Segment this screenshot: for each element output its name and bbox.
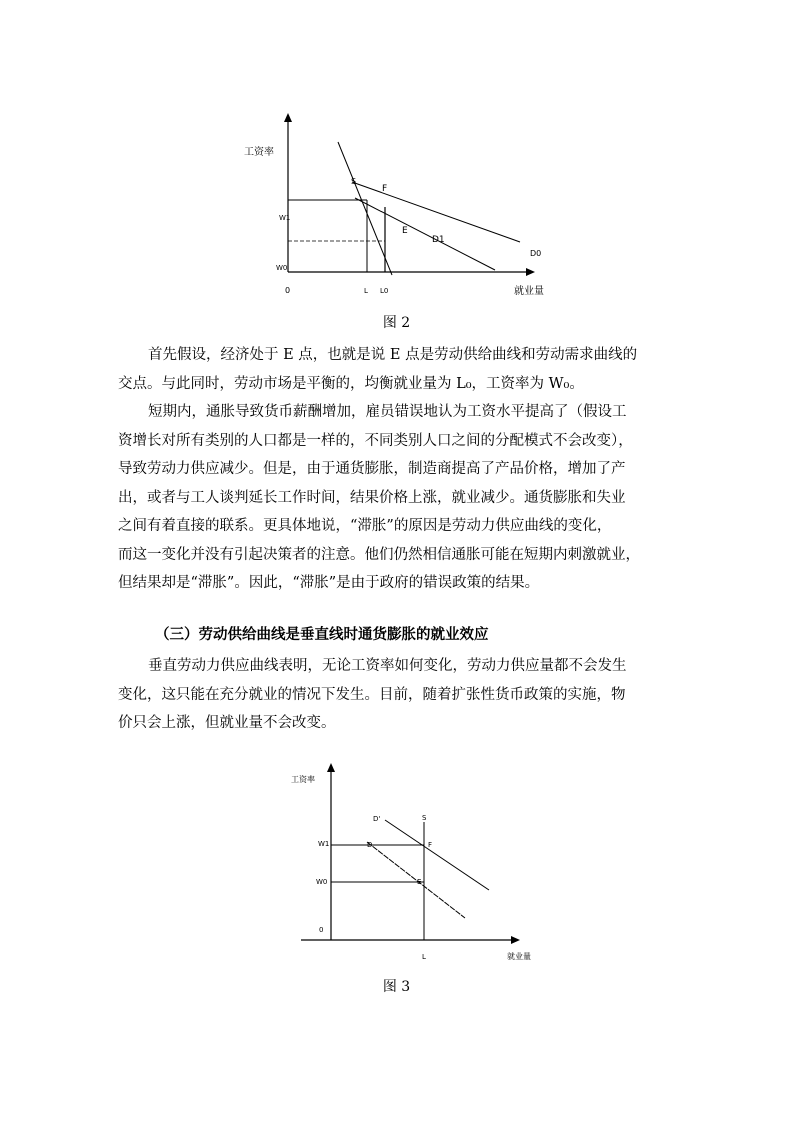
x-axis-label: 就业量	[507, 952, 531, 961]
label-s: S	[351, 177, 357, 186]
paragraph-line: 但结果却是“滞胀”。因此，“滞胀”是由于政府的错误政策的结果。	[118, 575, 540, 591]
paragraph-3	[118, 652, 678, 738]
paragraph-line: 之间有着直接的联系。更具体地说，“滞胀”的原因是劳动力供应曲线的变化，	[118, 518, 612, 534]
paragraph-line: 出，或者与工人谈判延长工作时间，结果价格上涨，就业减少。通货膨胀和失业	[118, 489, 626, 506]
figure-2	[230, 110, 560, 310]
paragraph-line: 交点。与此同时，劳动市场是平衡的，均衡就业量为 L₀，工资率为 W₀。	[118, 375, 584, 392]
demand-curve-d	[367, 842, 465, 918]
paragraph-line: 资增长对所有类别的人口都是一样的，不同类别人口之间的分配模式不会改变），	[118, 432, 633, 449]
label-f: F	[428, 841, 433, 849]
y-axis-label: 工资率	[244, 147, 274, 158]
label-w1: W1	[318, 840, 330, 848]
paragraph-line: 而这一变化并没有引起决策者的注意。他们仍然相信通胀可能在短期内刺激就业，	[118, 546, 640, 563]
figure-2-caption: 图 2	[382, 315, 411, 331]
figure-2-diagram	[230, 110, 560, 310]
label-d-prime: D'	[373, 815, 381, 823]
label-s: S	[422, 814, 427, 822]
y-axis-arrow	[284, 113, 292, 122]
supply-curve	[338, 142, 392, 275]
figure-3-caption: 图 3	[382, 979, 411, 995]
label-f: F	[382, 184, 388, 194]
paragraph-line: 垂直劳动力供应曲线表明，无论工资率如何变化，劳动力供应量都不会发生	[148, 658, 627, 674]
label-l: L	[364, 287, 368, 295]
label-w0: W0	[276, 264, 288, 272]
demand-curve-d1	[352, 182, 520, 242]
label-e: E	[417, 878, 422, 886]
paragraph-line: 价只会上涨，但就业量不会改变。	[118, 715, 336, 731]
origin-label: 0	[285, 286, 291, 295]
figure-3	[285, 760, 545, 965]
label-d0: D0	[530, 249, 542, 258]
paragraph-2	[118, 398, 678, 598]
label-d: D	[367, 841, 373, 849]
figure-3-diagram	[285, 760, 545, 965]
paragraph-line: 变化，这只能在充分就业的情况下发生。目前，随着扩张性货币政策的实施，物	[118, 686, 626, 703]
label-l0: L0	[380, 287, 389, 295]
label-w0: W0	[316, 878, 328, 886]
y-axis-label: 工资率	[291, 775, 315, 784]
label-e: E	[402, 226, 408, 236]
label-w1: W1	[279, 214, 291, 222]
origin-label: 0	[319, 926, 324, 934]
y-axis-arrow	[327, 763, 335, 772]
paragraph-line: 短期内，通胀导致货币薪酬增加，雇员错误地认为工资水平提高了（假设工	[148, 404, 627, 420]
x-axis-arrow	[526, 268, 535, 276]
label-d1: D1	[432, 235, 445, 245]
section-heading: （三）劳动供给曲线是垂直线时通货膨胀的就业效应	[155, 627, 489, 643]
x-axis-label: 就业量	[514, 286, 544, 297]
paragraph-line: 导致劳动力供应减少。但是，由于通货膨胀，制造商提高了产品价格，增加了产	[118, 461, 626, 477]
paragraph-1	[118, 341, 678, 398]
x-axis-arrow	[511, 936, 520, 944]
label-l: L	[422, 953, 426, 961]
demand-curve-d-prime	[385, 820, 489, 890]
paragraph-line: 首先假设，经济处于 E 点，也就是说 E 点是劳动供给曲线和劳动需求曲线的	[148, 347, 638, 363]
demand-curve-d0	[355, 198, 495, 270]
